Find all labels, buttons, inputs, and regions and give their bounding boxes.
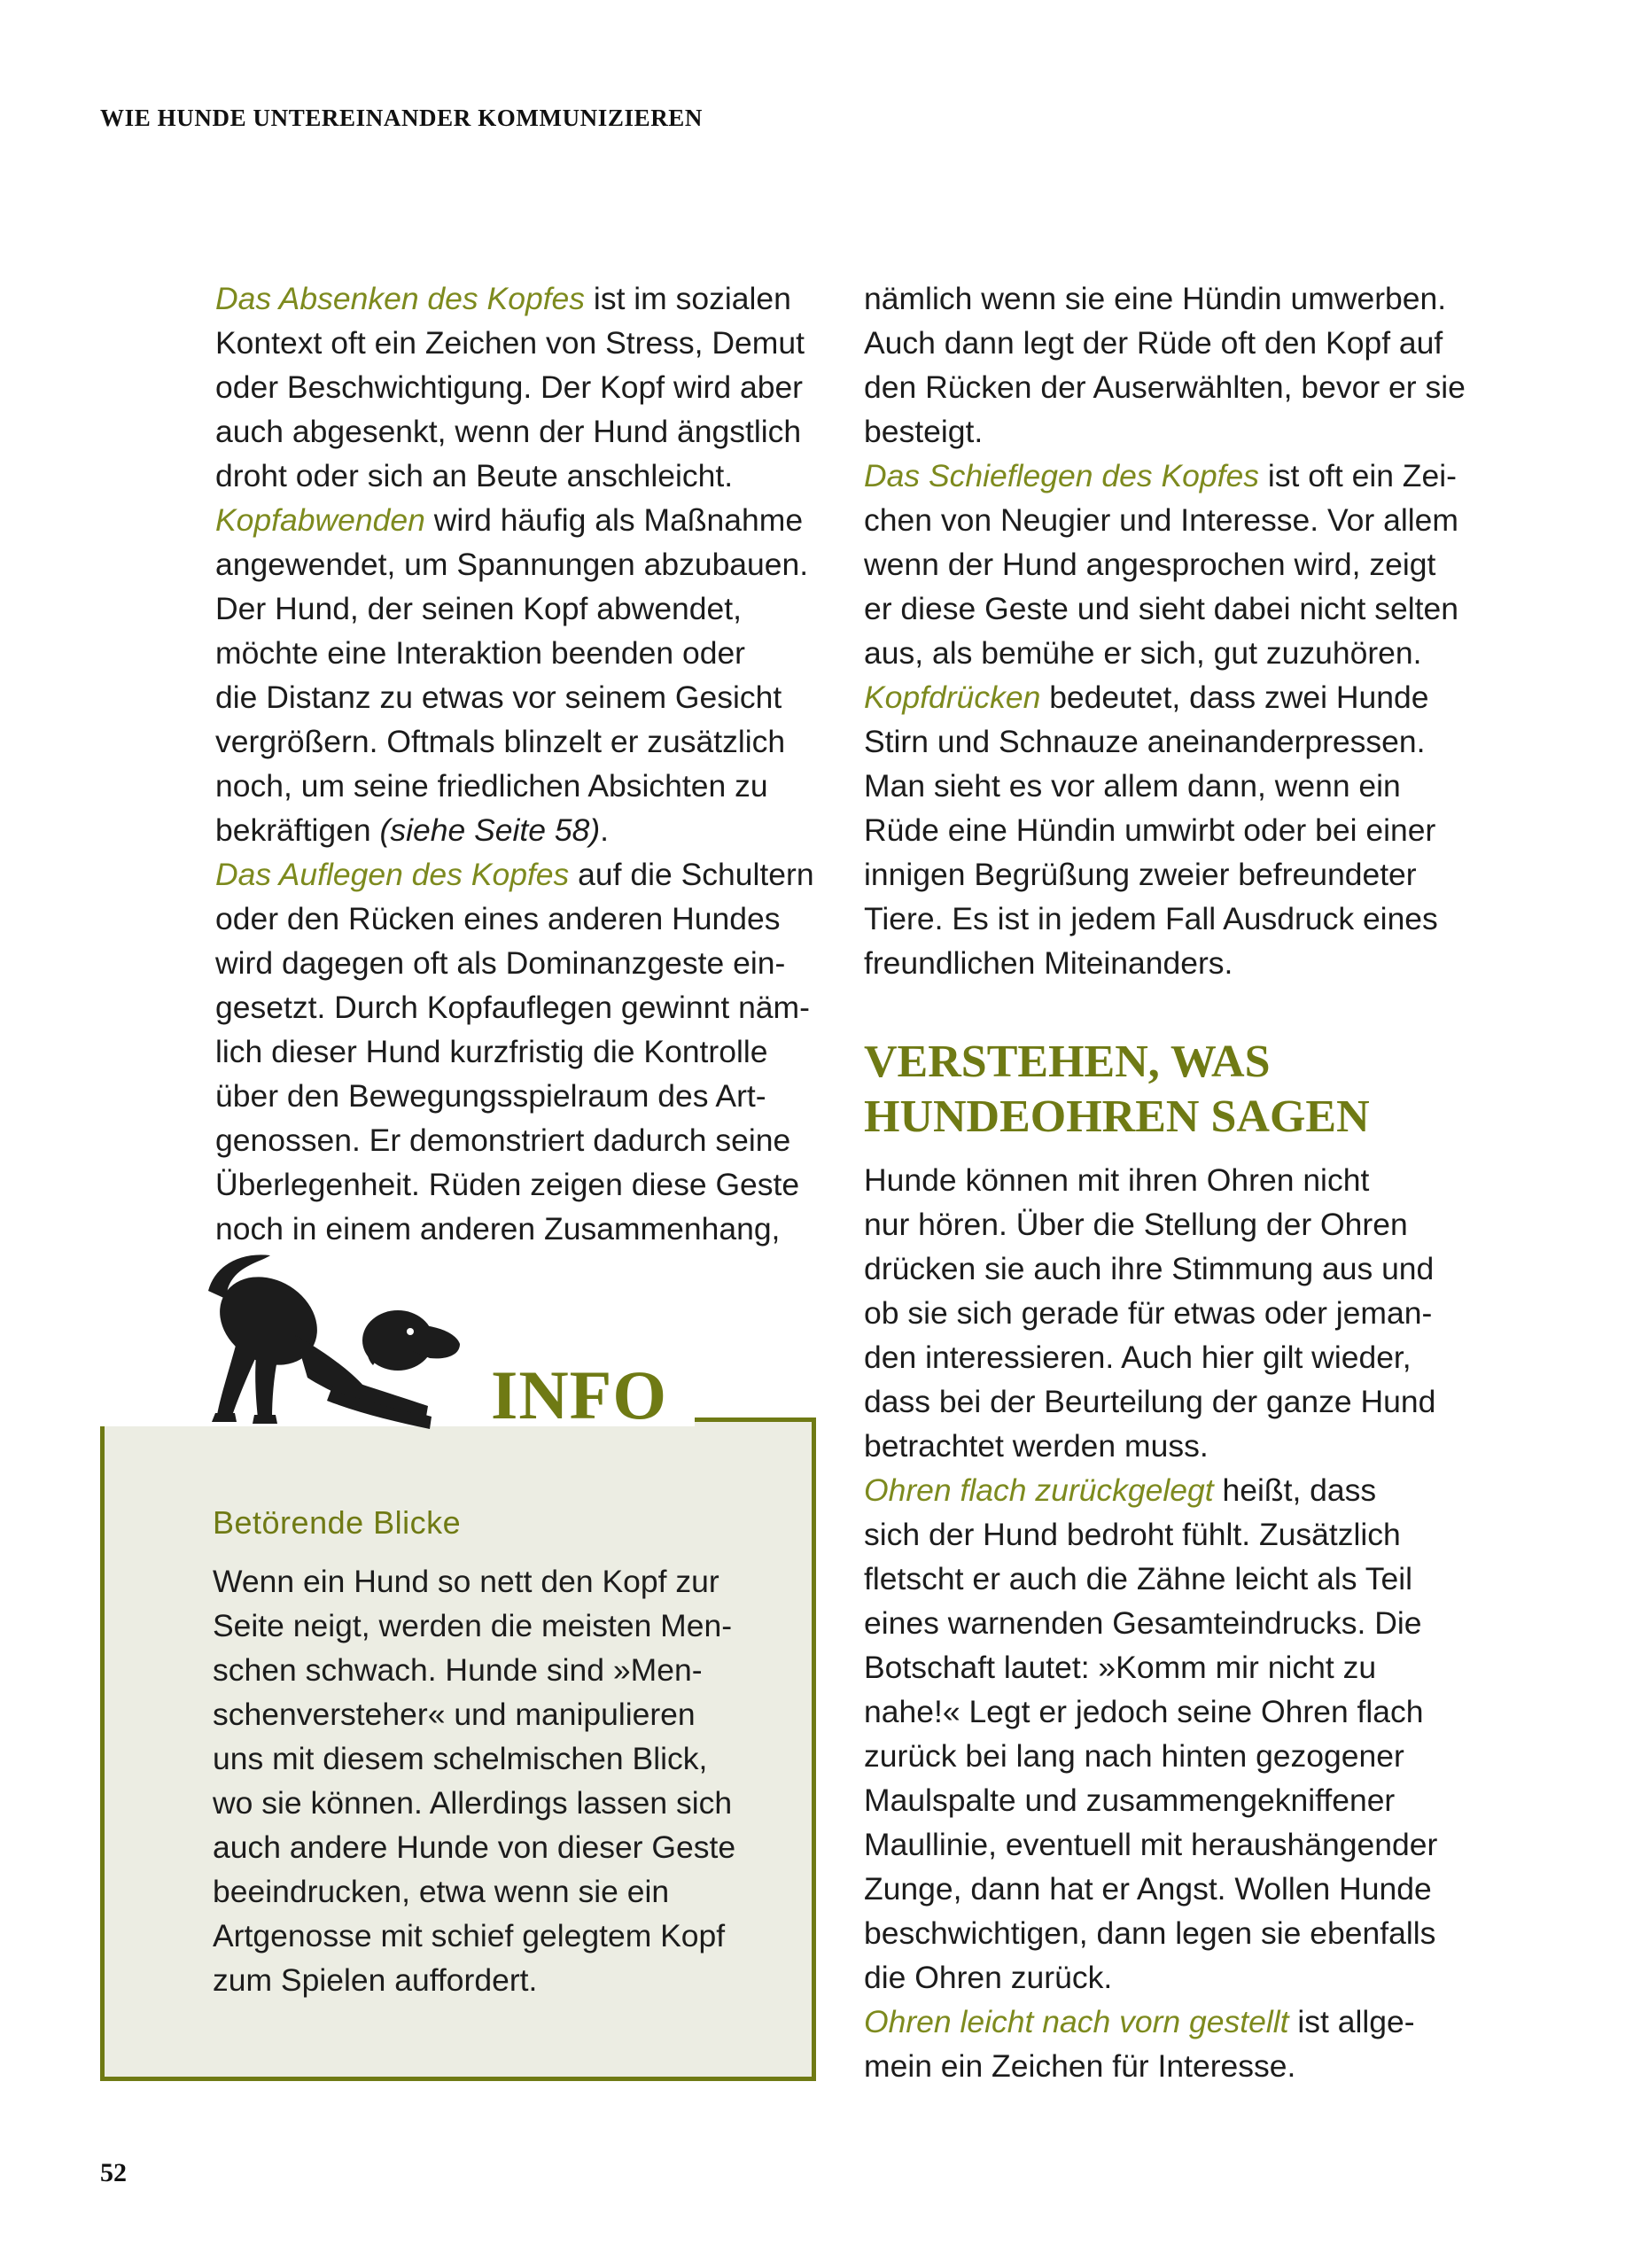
text-span: ist allge- xyxy=(1288,2004,1415,2039)
text-line: Der Hund, der seinen Kopf abwendet, xyxy=(215,591,743,626)
text-line: Wenn ein Hund so nett den Kopf zur xyxy=(213,1564,719,1599)
text-line: auch abgesenkt, wenn der Hund ängstlich xyxy=(215,414,802,449)
text-line xyxy=(215,808,827,852)
text-line: oder den Rücken eines anderen Hundes xyxy=(215,901,781,936)
page-reference: (siehe Seite 58) xyxy=(379,812,601,848)
text-line xyxy=(864,675,1484,719)
text-line: nur hören. Über die Stellung der Ohren xyxy=(864,1207,1408,1242)
heading-line: HUNDEOHREN SAGEN xyxy=(864,1091,1370,1142)
playing-dog-icon xyxy=(191,1245,474,1449)
keyword: Kopfabwenden xyxy=(215,502,425,538)
text-line: Rüde eine Hündin umwirbt oder bei einer xyxy=(864,812,1436,848)
text-line: drücken sie auch ihre Stimmung aus und xyxy=(864,1251,1435,1286)
keyword: Ohren leicht nach vorn gestellt xyxy=(864,2004,1289,2039)
text-line: uns mit diesem schelmischen Blick, xyxy=(213,1741,708,1776)
text-line: ob sie sich gerade für etwas oder jeman- xyxy=(864,1295,1433,1331)
text-line: Kontext oft ein Zeichen von Stress, Demut xyxy=(215,325,805,361)
text-line: wird dagegen oft als Dominanzgeste ein- xyxy=(215,945,786,981)
text-line: freundlichen Miteinanders. xyxy=(864,945,1233,981)
info-text xyxy=(213,1559,780,2002)
text-line: Man sieht es vor allem dann, wenn ein xyxy=(864,768,1401,804)
text-line xyxy=(864,454,1484,498)
text-line: über den Bewegungsspielraum des Art- xyxy=(215,1078,766,1114)
page-number: 52 xyxy=(100,2158,127,2187)
text-line: schen schwach. Hunde sind »Men- xyxy=(213,1652,703,1688)
text-line: genossen. Er demonstriert dadurch seine xyxy=(215,1122,791,1158)
text-line: Auch dann legt der Rüde oft den Kopf auf xyxy=(864,325,1443,361)
text-line: beschwichtigen, dann legen sie ebenfalls xyxy=(864,1915,1436,1951)
keyword: Ohren flach zurückgelegt xyxy=(864,1472,1214,1508)
text-line: Hunde können mit ihren Ohren nicht xyxy=(864,1162,1370,1198)
text-line: oder Beschwichtigung. Der Kopf wird aber xyxy=(215,369,804,405)
text-line: Zunge, dann hat er Angst. Wollen Hunde xyxy=(864,1871,1432,1907)
text-line: Artgenosse mit schief gelegtem Kopf xyxy=(213,1918,726,1953)
left-column xyxy=(215,276,827,1251)
right-column xyxy=(864,276,1484,985)
text-line: mein ein Zeichen für Interesse. xyxy=(864,2048,1296,2084)
text-span: heißt, dass xyxy=(1213,1472,1377,1508)
keyword: Das Auflegen des Kopfes xyxy=(215,857,570,892)
text-line: wenn der Hund angesprochen wird, zeigt xyxy=(864,547,1436,582)
text-line: noch, um seine friedlichen Absichten zu xyxy=(215,768,768,804)
text-line: nahe!« Legt er jedoch seine Ohren flach xyxy=(864,1694,1424,1729)
text-line: er diese Geste und sieht dabei nicht selten xyxy=(864,591,1458,626)
text-line xyxy=(215,852,827,897)
info-title: INFO xyxy=(491,1356,667,1433)
text-line: betrachtet werden muss. xyxy=(864,1428,1209,1464)
keyword: Das Absenken des Kopfes xyxy=(215,281,586,316)
text-span: bekräftigen xyxy=(215,812,380,848)
text-line: dass bei der Beurteilung der ganze Hund xyxy=(864,1384,1436,1419)
text-line: aus, als bemühe er sich, gut zuzuhören. xyxy=(864,635,1422,671)
text-line: besteigt. xyxy=(864,414,984,449)
text-line: Seite neigt, werden die meisten Men- xyxy=(213,1608,733,1643)
text-line: innigen Begrüßung zweier befreundeter xyxy=(864,857,1417,892)
text-line xyxy=(215,276,827,321)
text-line: noch in einem anderen Zusammenhang, xyxy=(215,1211,781,1247)
text-line: wo sie können. Allerdings lassen sich xyxy=(213,1785,733,1821)
text-span: ist oft ein Zei- xyxy=(1259,458,1457,493)
text-span: bedeutet, dass zwei Hunde xyxy=(1040,680,1429,715)
heading-line: VERSTEHEN, WAS xyxy=(864,1037,1271,1087)
text-line: beeindrucken, etwa wenn sie ein xyxy=(213,1874,670,1909)
text-line: eines warnenden Gesamteindrucks. Die xyxy=(864,1605,1422,1641)
text-line: fletscht er auch die Zähne leicht als Teil xyxy=(864,1561,1412,1596)
text-span: auf die Schultern xyxy=(569,857,814,892)
info-subtitle: Betörende Blicke xyxy=(213,1504,462,1541)
text-line: Maullinie, eventuell mit heraushängender xyxy=(864,1827,1438,1862)
section-body xyxy=(864,1158,1484,2088)
text-line: chen von Neugier und Interesse. Vor allem xyxy=(864,502,1458,538)
text-line: die Ohren zurück. xyxy=(864,1960,1113,1995)
text-line: auch andere Hunde von dieser Geste xyxy=(213,1829,736,1865)
keyword: Kopfdrücken xyxy=(864,680,1041,715)
text-line: sich der Hund bedroht fühlt. Zusätzlich xyxy=(864,1517,1401,1552)
text-line xyxy=(215,498,827,542)
text-line: Botschaft lautet: »Komm mir nicht zu xyxy=(864,1650,1377,1685)
text-line: Stirn und Schnauze aneinanderpressen. xyxy=(864,724,1426,759)
text-line: den Rücken der Auserwählten, bevor er sie xyxy=(864,369,1466,405)
text-span: ist im sozialen xyxy=(585,281,791,316)
keyword: Das Schieflegen des Kopfes xyxy=(864,458,1260,493)
text-line: Maulspalte und zusammengekniffener xyxy=(864,1783,1396,1818)
text-line: den interessieren. Auch hier gilt wieder, xyxy=(864,1340,1412,1375)
text-line: gesetzt. Durch Kopfauflegen gewinnt näm- xyxy=(215,990,810,1025)
section-heading xyxy=(864,1035,1370,1145)
text-line: vergrößern. Oftmals blinzelt er zusätzlich xyxy=(215,724,786,759)
text-line: die Distanz zu etwas vor seinem Gesicht xyxy=(215,680,782,715)
text-line: droht oder sich an Beute anschleicht. xyxy=(215,458,734,493)
text-span: . xyxy=(600,812,610,848)
text-line: nämlich wenn sie eine Hündin umwerben. xyxy=(864,281,1447,316)
text-line: angewendet, um Spannungen abzubauen. xyxy=(215,547,809,582)
text-line: möchte eine Interaktion beenden oder xyxy=(215,635,746,671)
text-line: zum Spielen auffordert. xyxy=(213,1962,538,1998)
text-line: Überlegenheit. Rüden zeigen diese Geste xyxy=(215,1167,800,1202)
text-line: lich dieser Hund kurzfristig die Kontrolle xyxy=(215,1034,768,1069)
text-line: Tiere. Es ist in jedem Fall Ausdruck eines xyxy=(864,901,1438,936)
text-line: zurück bei lang nach hinten gezogener xyxy=(864,1738,1404,1774)
text-line xyxy=(864,2000,1484,2044)
text-span: wird häufig als Maßnahme xyxy=(424,502,804,538)
running-head: WIE HUNDE UNTEREINANDER KOMMUNIZIEREN xyxy=(100,105,704,131)
text-line xyxy=(864,1468,1484,1512)
text-line: schenversteher« und manipulieren xyxy=(213,1697,696,1732)
